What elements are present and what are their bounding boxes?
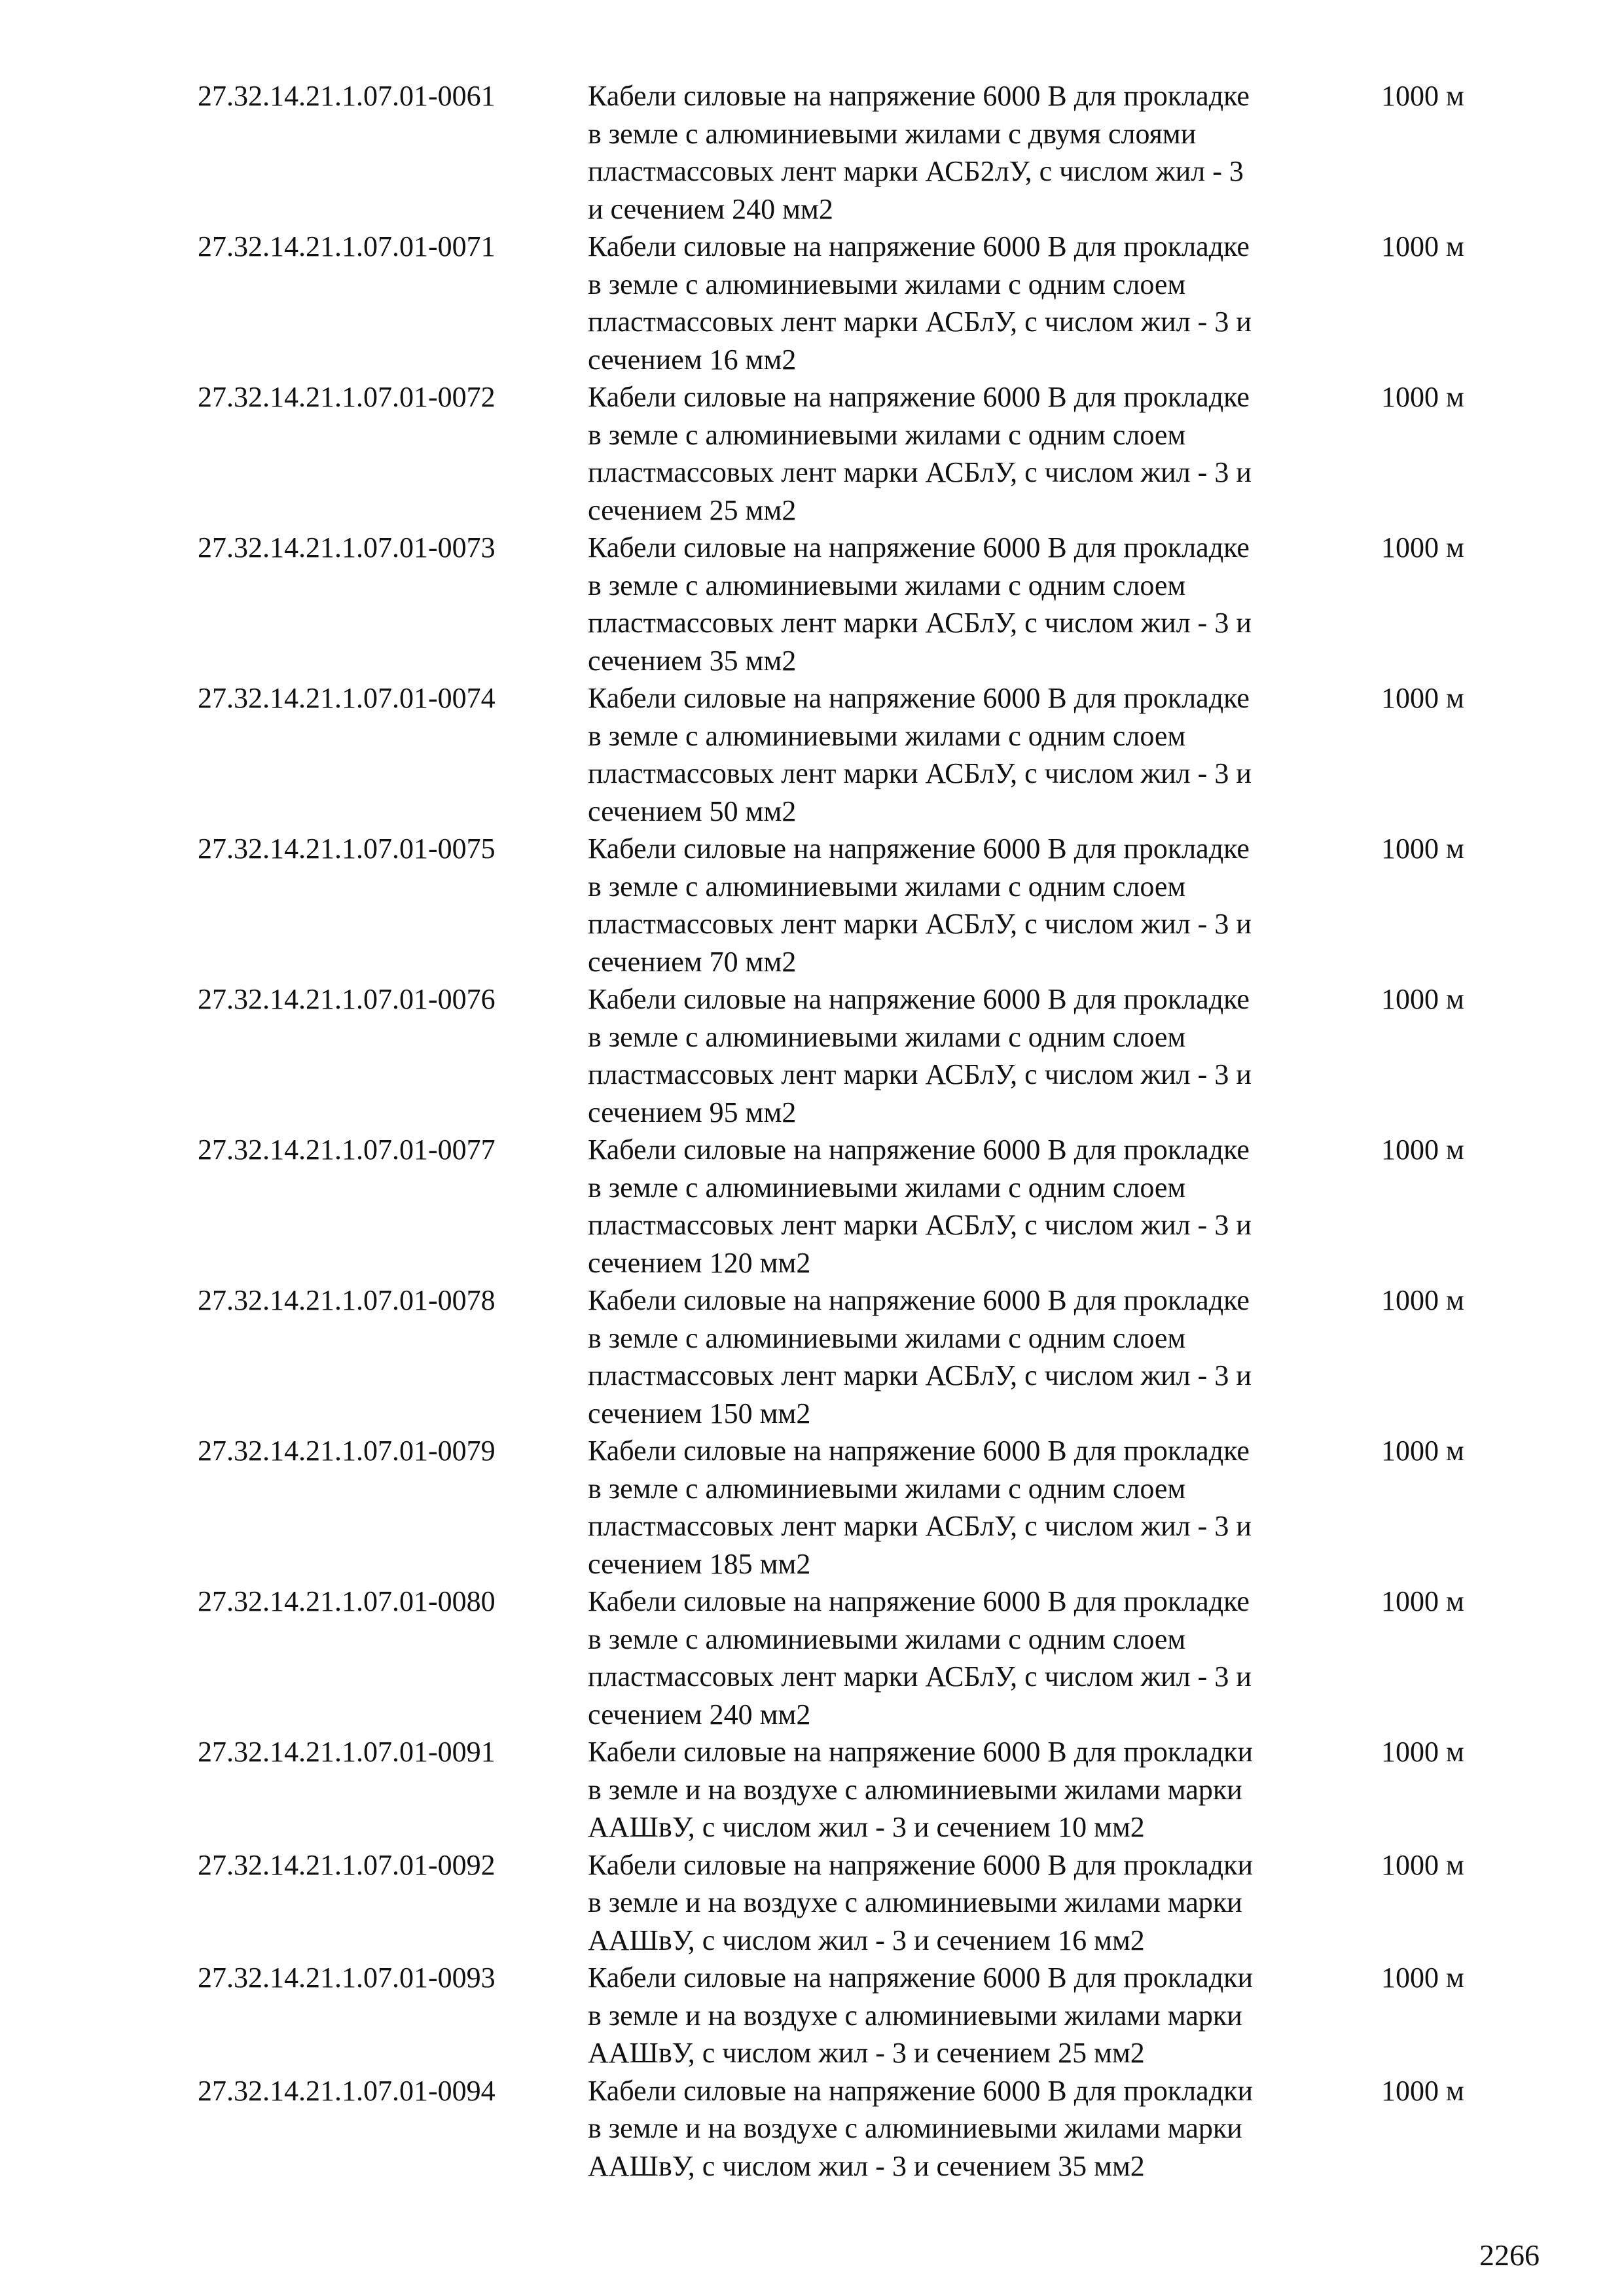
- resource-description: Кабели силовые на напряжение 6000 В для прокладки в земле и на воздухе с алюминиевыми жилами марки ААШвУ, с числом жил - 3 и сечением 16 мм2: [588, 1848, 1254, 1956]
- resource-code: 27.32.14.21.1.07.01-0094: [198, 2074, 496, 2107]
- resource-code: 27.32.14.21.1.07.01-0074: [198, 682, 496, 714]
- resource-description: Кабели силовые на напряжение 6000 В для прокладке в земле с алюминиевыми жилами с одним слоем пластмассовых лент марки АСБлУ, с числом жил - 3 и сечением 120 мм2: [588, 1134, 1252, 1279]
- resource-description: Кабели силовые на напряжение 6000 В для прокладке в земле с алюминиевыми жилами с одним слоем пластмассовых лент марки АСБлУ, с числом жил - 3 и сечением 25 мм2: [588, 381, 1252, 526]
- resource-table: [198, 77, 1474, 2185]
- table-row: [198, 1282, 1474, 1432]
- resource-code: 27.32.14.21.1.07.01-0079: [198, 1435, 496, 1467]
- resource-description: Кабели силовые на напряжение 6000 В для прокладки в земле и на воздухе с алюминиевыми жилами марки ААШвУ, с числом жил - 3 и сечением 10 мм2: [588, 1736, 1254, 1843]
- unit-of-measure: 1000 м: [1381, 531, 1464, 564]
- unit-of-measure: 1000 м: [1381, 1435, 1464, 1467]
- table-row: [198, 1432, 1474, 1583]
- unit-of-measure: 1000 м: [1381, 1134, 1464, 1166]
- resource-code: 27.32.14.21.1.07.01-0076: [198, 983, 496, 1015]
- table-row: [198, 77, 1474, 228]
- resource-code: 27.32.14.21.1.07.01-0075: [198, 833, 496, 865]
- resource-code: 27.32.14.21.1.07.01-0093: [198, 1962, 496, 1994]
- resource-code: 27.32.14.21.1.07.01-0077: [198, 1134, 496, 1166]
- unit-of-measure: 1000 м: [1381, 1736, 1464, 1768]
- table-row: [198, 1733, 1474, 1846]
- unit-of-measure: 1000 м: [1381, 833, 1464, 865]
- table-row: [198, 1583, 1474, 1733]
- resource-description: Кабели силовые на напряжение 6000 В для прокладке в земле с алюминиевыми жилами с одним слоем пластмассовых лент марки АСБлУ, с числом жил - 3 и сечением 50 мм2: [588, 682, 1252, 827]
- resource-code: 27.32.14.21.1.07.01-0072: [198, 381, 496, 413]
- resource-code: 27.32.14.21.1.07.01-0061: [198, 80, 496, 112]
- table-row: [198, 830, 1474, 980]
- resource-code: 27.32.14.21.1.07.01-0092: [198, 1848, 496, 1881]
- table-row: [198, 1131, 1474, 1282]
- resource-description: Кабели силовые на напряжение 6000 В для прокладке в земле с алюминиевыми жилами с одним слоем пластмассовых лент марки АСБлУ, с числом жил - 3 и сечением 185 мм2: [588, 1435, 1252, 1580]
- page-number: 2266: [1479, 2238, 1540, 2272]
- resource-description: Кабели силовые на напряжение 6000 В для прокладке в земле с алюминиевыми жилами с двумя слоями пластмассовых лент марки АСБ2лУ, с числом жил - 3 и сечением 240 мм2: [588, 80, 1250, 225]
- table-row: [198, 228, 1474, 378]
- unit-of-measure: 1000 м: [1381, 1848, 1464, 1881]
- resource-description: Кабели силовые на напряжение 6000 В для прокладки в земле и на воздухе с алюминиевыми жилами марки ААШвУ, с числом жил - 3 и сечением 35 мм2: [588, 2074, 1254, 2182]
- unit-of-measure: 1000 м: [1381, 80, 1464, 112]
- unit-of-measure: 1000 м: [1381, 983, 1464, 1015]
- resource-description: Кабели силовые на напряжение 6000 В для прокладке в земле с алюминиевыми жилами с одним слоем пластмассовых лент марки АСБлУ, с числом жил - 3 и сечением 150 мм2: [588, 1284, 1252, 1429]
- table-row: [198, 529, 1474, 679]
- resource-description: Кабели силовые на напряжение 6000 В для прокладке в земле с алюминиевыми жилами с одним слоем пластмассовых лент марки АСБлУ, с числом жил - 3 и сечением 70 мм2: [588, 833, 1252, 978]
- table-row: [198, 679, 1474, 830]
- unit-of-measure: 1000 м: [1381, 1585, 1464, 1617]
- table-row: [198, 1846, 1474, 1960]
- unit-of-measure: 1000 м: [1381, 1962, 1464, 1994]
- table-row: [198, 378, 1474, 529]
- resource-code: 27.32.14.21.1.07.01-0091: [198, 1736, 496, 1768]
- resource-description: Кабели силовые на напряжение 6000 В для прокладке в земле с алюминиевыми жилами с одним слоем пластмассовых лент марки АСБлУ, с числом жил - 3 и сечением 16 мм2: [588, 230, 1252, 376]
- resource-description: Кабели силовые на напряжение 6000 В для прокладке в земле с алюминиевыми жилами с одним слоем пластмассовых лент марки АСБлУ, с числом жил - 3 и сечением 95 мм2: [588, 983, 1252, 1128]
- unit-of-measure: 1000 м: [1381, 1284, 1464, 1316]
- table-row: [198, 980, 1474, 1131]
- unit-of-measure: 1000 м: [1381, 230, 1464, 262]
- resource-code: 27.32.14.21.1.07.01-0080: [198, 1585, 496, 1617]
- table-row: [198, 1959, 1474, 2072]
- resource-code: 27.32.14.21.1.07.01-0078: [198, 1284, 496, 1316]
- resource-code: 27.32.14.21.1.07.01-0073: [198, 531, 496, 564]
- resource-description: Кабели силовые на напряжение 6000 В для прокладке в земле с алюминиевыми жилами с одним слоем пластмассовых лент марки АСБлУ, с числом жил - 3 и сечением 35 мм2: [588, 531, 1252, 677]
- resource-description: Кабели силовые на напряжение 6000 В для прокладке в земле с алюминиевыми жилами с одним слоем пластмассовых лент марки АСБлУ, с числом жил - 3 и сечением 240 мм2: [588, 1585, 1252, 1731]
- resource-code: 27.32.14.21.1.07.01-0071: [198, 230, 496, 262]
- table-row: [198, 2072, 1474, 2185]
- unit-of-measure: 1000 м: [1381, 2074, 1464, 2107]
- unit-of-measure: 1000 м: [1381, 381, 1464, 413]
- resource-description: Кабели силовые на напряжение 6000 В для прокладки в земле и на воздухе с алюминиевыми жилами марки ААШвУ, с числом жил - 3 и сечением 25 мм2: [588, 1962, 1254, 2069]
- unit-of-measure: 1000 м: [1381, 682, 1464, 714]
